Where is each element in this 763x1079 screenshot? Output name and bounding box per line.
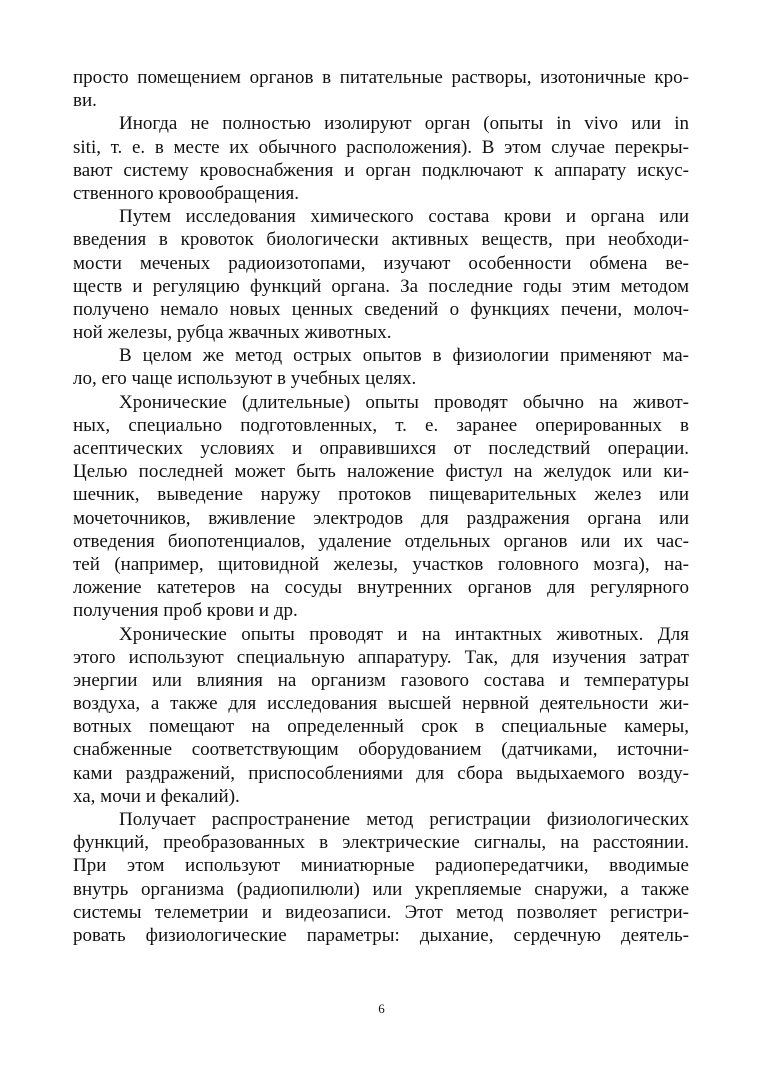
text-line: получения проб крови и др. [73,600,298,622]
page-body [73,66,689,947]
text-line: функций, преобразованных в электрические сигналы, на расстоянии. [73,832,689,854]
text-line: шечник, выведение наружу протоков пищеварительных желез или [73,484,689,506]
text-line: вотных помещают на определенный срок в специальные камеры, [73,716,689,738]
text-line: ложение катетеров на сосуды внутренних органов для регулярного [73,577,689,599]
paragraph-first-line: Получает распространение метод регистрации физиологических [119,809,689,830]
paragraph-first-line: Хронические опыты проводят и на интактных животных. Для [119,623,689,645]
text-line: ками раздражений, приспособлениями для сбора выдыхаемого возду- [73,762,689,784]
text-line: Целью последней может быть наложение фистул на желудок или ки- [73,461,689,483]
text-line: ха, мочи и фекалий). [73,785,240,807]
text-line: ных, специально подготовленных, т. е. заранее оперированных в [73,414,689,436]
text-line: отведения биопотенциалов, удаление отдельных органов или их час- [73,530,689,552]
text-line: тей (например, щитовидной железы, участков головного мозга), на- [73,553,689,575]
text-line: siti, т. е. в месте их обычного расположения). В этом случае перекры- [73,136,689,158]
text-line: мости меченых радиоизотопами, изучают особенности обмена ве- [73,252,689,274]
text-line: ло, его чаще используют в учебных целях. [73,368,417,390]
text-line: снабженные соответствующим оборудованием (датчиками, источни- [73,739,689,761]
paragraph-first-line: Иногда не полностью изолируют орган (опыты in vivo или in [119,113,689,135]
text-line: вают систему кровоснабжения и орган подключают к аппарату искус- [73,159,689,181]
text-line: введения в кровоток биологически активных веществ, при необходи- [73,229,689,251]
text-line: ной железы, рубца жвачных животных. [73,322,392,344]
text-line: просто помещением органов в питательные растворы, изотоничные кро- [73,67,689,88]
text-line: ственного кровообращения. [73,182,299,204]
text-line: энергии или влияния на организм газового состава и температуры [73,669,689,691]
text-line: мочеточников, вживление электродов для раздражения органа или [73,507,689,529]
text-line: асептических условиях и оправившихся от последствий операции. [73,438,689,459]
page-number: 6 [378,1001,385,1016]
text-line: При этом используют миниатюрные радиопередатчики, вводимые [73,855,689,877]
paragraph-first-line: Путем исследования химического состава крови и органа или [119,206,689,228]
text-line: ровать физиологические параметры: дыхание, сердечную деятель- [73,924,689,946]
paragraph-first-line: Хронические (длительные) опыты проводят обычно на живот- [119,391,689,413]
text-line: получено немало новых ценных сведений о функциях печени, молоч- [73,298,689,320]
text-line: этого используют специальную аппаратуру. Так, для изучения затрат [73,646,689,668]
text-line: ществ и регуляцию функций органа. За последние годы этим методом [73,275,689,297]
text-line: воздуха, а также для исследования высшей нервной деятельности жи- [73,693,689,715]
text-line: ви. [73,90,97,112]
paragraph-first-line: В целом же метод острых опытов в физиологии применяют ма- [119,345,689,367]
text-line: внутрь организма (радиопилюли) или укрепляемые снаружи, а также [73,878,689,900]
text-line: системы телеметрии и видеозаписи. Этот метод позволяет регистри- [73,901,689,923]
